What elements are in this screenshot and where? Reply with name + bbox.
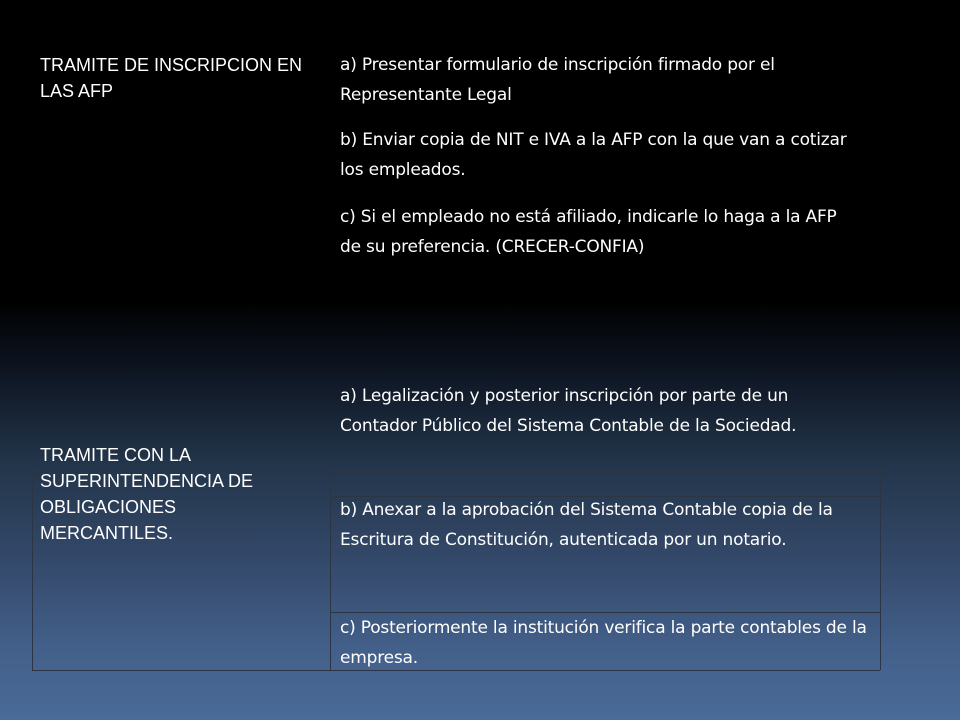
- table-divider-mid: [330, 496, 880, 497]
- section1-title: TRAMITE DE INSCRIPCION EN LAS AFP: [40, 55, 303, 101]
- table-right-border: [880, 470, 881, 670]
- table-divider-top: [330, 470, 880, 471]
- table-left-border: [32, 470, 33, 670]
- table-divider-bottom: [32, 670, 880, 671]
- section1-item-a: a) Presentar formulario de inscripción firmado por el Representante Legal: [340, 55, 775, 105]
- section2-item-b: b) Anexar a la aprobación del Sistema Contable copia de la Escritura de Constitución, autenticada por un notario.: [340, 500, 833, 550]
- section1-item-b: b) Enviar copia de NIT e IVA a la AFP con la que van a cotizar los empleados.: [340, 130, 847, 180]
- section2-title: TRAMITE CON LA SUPERINTENDENCIA DE OBLIGACIONES MERCANTILES.: [40, 445, 254, 543]
- section1-item-c: c) Si el empleado no está afiliado, indicarle lo haga a la AFP de su preferencia. (CRECER-CONFIA): [340, 207, 837, 257]
- table-column-divider: [330, 470, 331, 670]
- section2-item-c: c) Posteriormente la institución verifica la parte contables de la empresa.: [340, 618, 867, 668]
- table-divider-low: [330, 612, 880, 613]
- section2-item-a: a) Legalización y posterior inscripción por parte de un Contador Público del Sistema Contable de la Sociedad.: [340, 386, 797, 436]
